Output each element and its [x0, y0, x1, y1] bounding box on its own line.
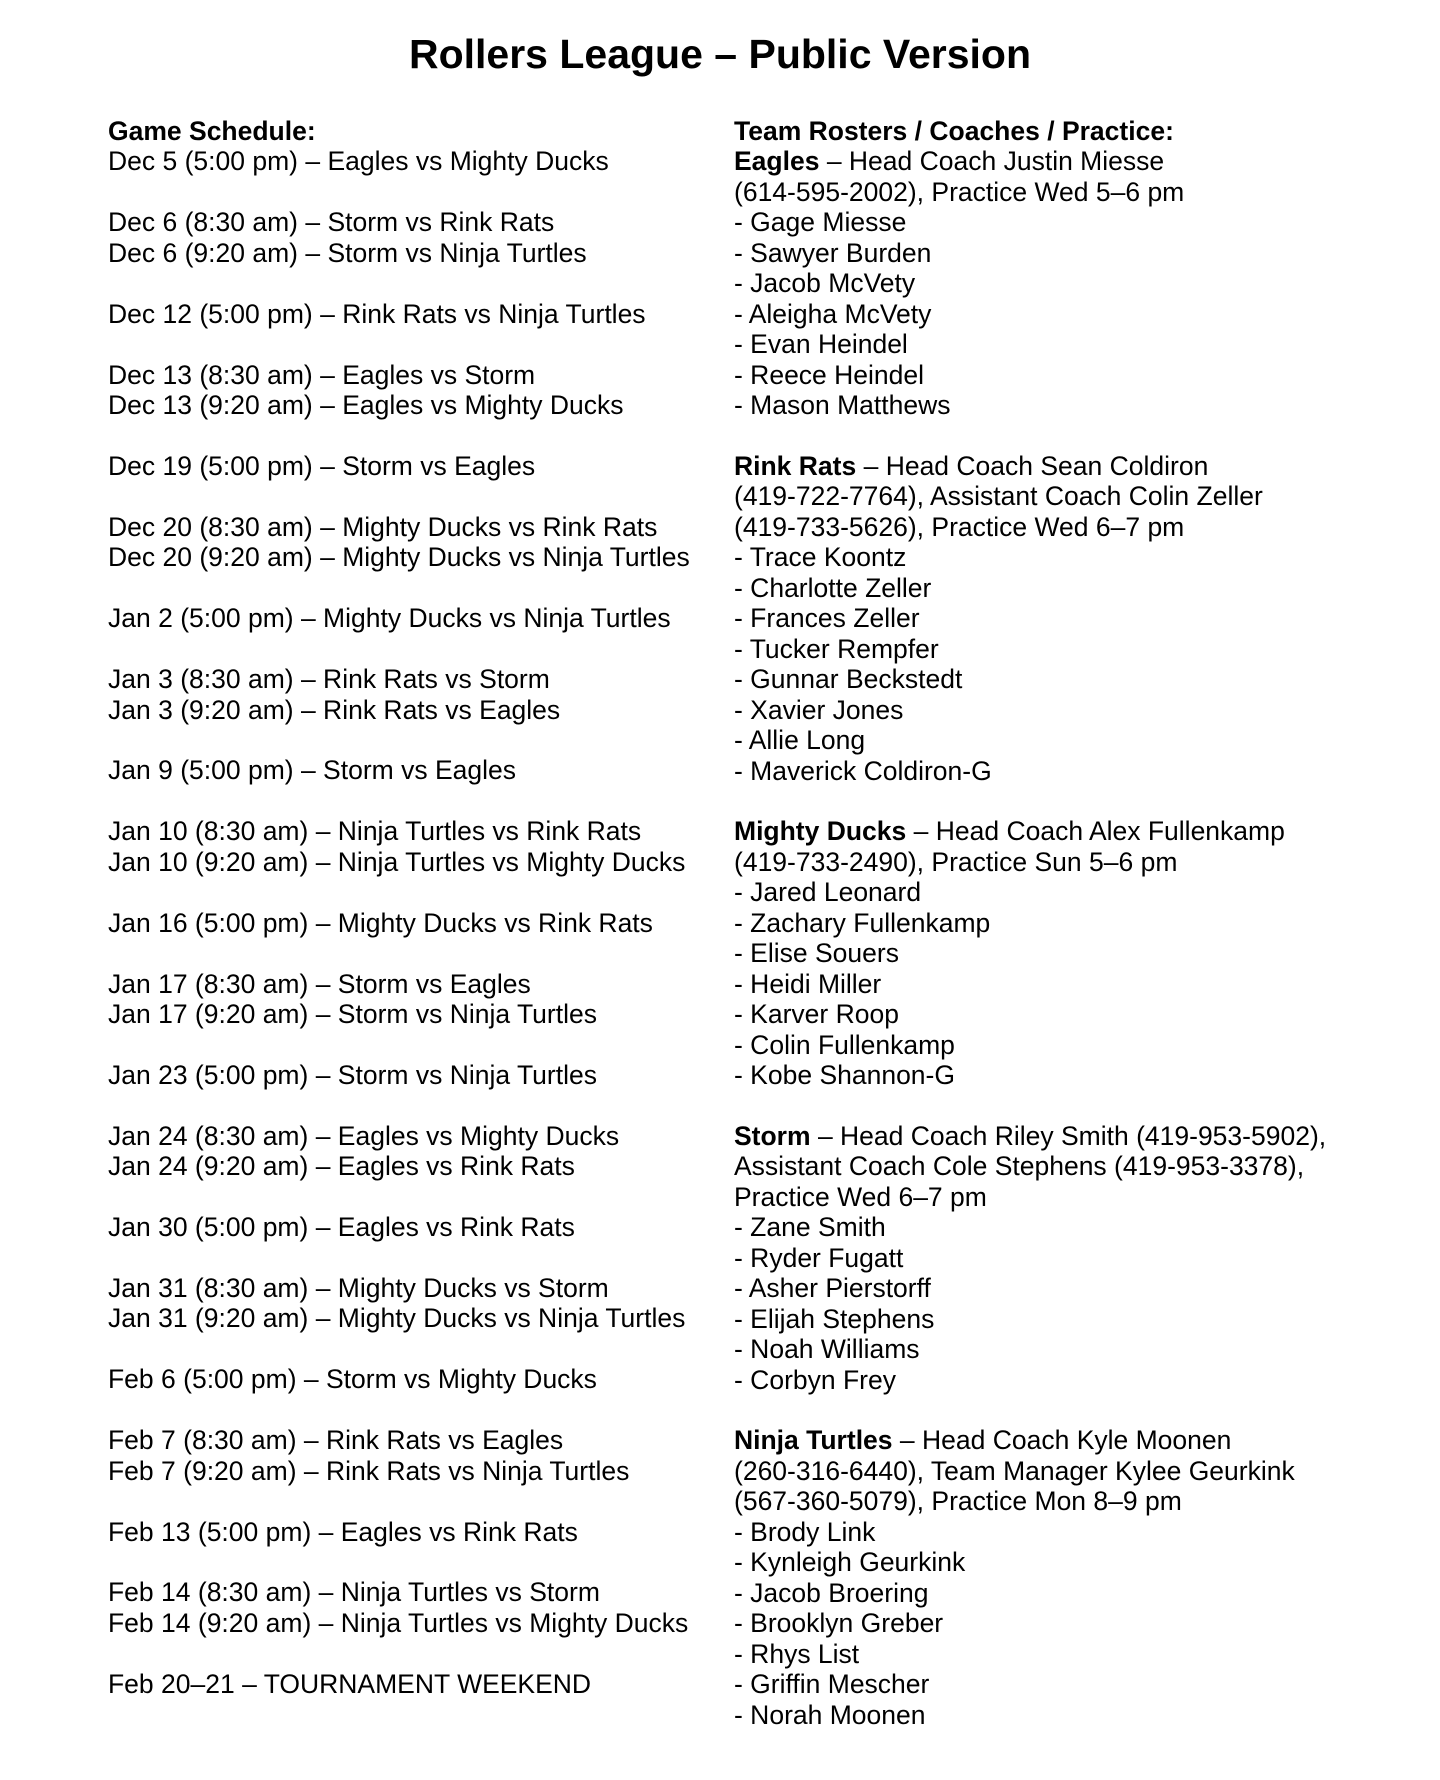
schedule-heading: Game Schedule: [108, 116, 316, 146]
game-line: Dec 12 (5:00 pm) – Rink Rats vs Ninja Turtles [108, 298, 646, 329]
player-line: - Tucker Rempfer [734, 633, 939, 664]
player-line: - Karver Roop [734, 999, 899, 1030]
schedule-group [108, 1212, 690, 1242]
schedule-group [108, 969, 690, 1030]
game-line: Feb 14 (8:30 am) – Ninja Turtles vs Storm [108, 1577, 600, 1608]
team-section-list [734, 146, 1326, 1730]
game-line: Jan 16 (5:00 pm) – Mighty Ducks vs Rink Rats [108, 907, 653, 938]
team-info-line: Practice Wed 6–7 pm [734, 1181, 987, 1212]
game-line: Jan 24 (9:20 am) – Eagles vs Rink Rats [108, 1151, 575, 1182]
team-header-line [734, 451, 1326, 481]
game-line: Dec 6 (9:20 am) – Storm vs Ninja Turtles [108, 237, 587, 268]
game-line: Jan 24 (8:30 am) – Eagles vs Mighty Ducks [108, 1120, 620, 1151]
player-line: - Brooklyn Greber [734, 1608, 944, 1639]
team-header-line [734, 146, 1326, 176]
game-line: Jan 3 (8:30 am) – Rink Rats vs Storm [108, 664, 550, 695]
team-name: Eagles [734, 146, 820, 177]
schedule-group [108, 360, 690, 421]
game-line: Jan 23 (5:00 pm) – Storm vs Ninja Turtles [108, 1059, 597, 1090]
game-line: Feb 13 (5:00 pm) – Eagles vs Rink Rats [108, 1516, 578, 1547]
team-coach-info: – Head Coach Alex Fullenkamp [906, 816, 1285, 847]
team-coach-info: – Head Coach Kyle Moonen [892, 1425, 1232, 1456]
player-line: - Ryder Fugatt [734, 1242, 904, 1273]
player-line: - Evan Heindel [734, 329, 908, 360]
team-section [734, 1121, 1326, 1395]
schedule-group [108, 816, 690, 877]
schedule-group [108, 908, 690, 938]
game-line: Jan 17 (8:30 am) – Storm vs Eagles [108, 968, 531, 999]
player-line: - Jared Leonard [734, 877, 922, 908]
game-line: Feb 7 (9:20 am) – Rink Rats vs Ninja Turtles [108, 1455, 630, 1486]
game-line: Jan 31 (8:30 am) – Mighty Ducks vs Storm [108, 1272, 609, 1303]
schedule-group [108, 755, 690, 785]
player-line: - Maverick Coldiron-G [734, 755, 992, 786]
player-line: - Elijah Stephens [734, 1303, 935, 1334]
team-coach-info: – Head Coach Justin Miesse [819, 146, 1165, 177]
schedule-group [108, 1669, 690, 1699]
schedule-group-list [108, 146, 690, 1699]
team-info-line: Assistant Coach Cole Stephens (419-953-3378), [734, 1151, 1305, 1182]
player-line: - Charlotte Zeller [734, 572, 932, 603]
player-line: - Xavier Jones [734, 694, 904, 725]
team-info-line: (614-595-2002), Practice Wed 5–6 pm [734, 176, 1185, 207]
game-line: Jan 30 (5:00 pm) – Eagles vs Rink Rats [108, 1212, 575, 1243]
player-line: - Noah Williams [734, 1334, 920, 1365]
schedule-column [108, 116, 690, 1699]
team-name: Storm [734, 1120, 811, 1151]
schedule-group [108, 207, 690, 268]
game-line: Jan 2 (5:00 pm) – Mighty Ducks vs Ninja Turtles [108, 603, 671, 634]
game-line: Feb 14 (9:20 am) – Ninja Turtles vs Mighty Ducks [108, 1607, 689, 1638]
team-header-line [734, 1425, 1326, 1455]
schedule-group [108, 1121, 690, 1182]
schedule-group [108, 299, 690, 329]
player-line: - Corbyn Frey [734, 1364, 896, 1395]
player-line: - Griffin Mescher [734, 1669, 930, 1700]
game-line: Jan 10 (9:20 am) – Ninja Turtles vs Mighty Ducks [108, 846, 686, 877]
player-line: - Brody Link [734, 1516, 876, 1547]
team-coach-info: – Head Coach Riley Smith (419-953-5902), [810, 1120, 1327, 1151]
player-line: - Frances Zeller [734, 603, 920, 634]
game-line: Feb 7 (8:30 am) – Rink Rats vs Eagles [108, 1425, 564, 1456]
team-name: Ninja Turtles [734, 1425, 893, 1456]
game-line: Feb 20–21 – TOURNAMENT WEEKEND [108, 1668, 592, 1699]
player-line: - Norah Moonen [734, 1699, 926, 1730]
rosters-heading: Team Rosters / Coaches / Practice: [734, 116, 1174, 146]
player-line: - Allie Long [734, 725, 866, 756]
player-line: - Reece Heindel [734, 359, 925, 390]
team-info-line: (419-733-2490), Practice Sun 5–6 pm [734, 846, 1178, 877]
game-line: Jan 31 (9:20 am) – Mighty Ducks vs Ninja Turtles [108, 1303, 686, 1334]
player-line: - Mason Matthews [734, 390, 951, 421]
team-name: Mighty Ducks [734, 816, 907, 847]
game-line: Jan 9 (5:00 pm) – Storm vs Eagles [108, 755, 516, 786]
schedule-group [108, 1060, 690, 1090]
team-coach-info: – Head Coach Sean Coldiron [856, 450, 1209, 481]
player-line: - Rhys List [734, 1638, 860, 1669]
game-line: Dec 6 (8:30 am) – Storm vs Rink Rats [108, 207, 555, 238]
team-section [734, 816, 1326, 1090]
schedule-group [108, 1273, 690, 1334]
game-line: Jan 17 (9:20 am) – Storm vs Ninja Turtles [108, 998, 597, 1029]
player-line: - Elise Souers [734, 938, 899, 969]
game-line: Dec 5 (5:00 pm) – Eagles vs Mighty Ducks [108, 146, 609, 177]
schedule-group [108, 1364, 690, 1394]
team-info-line: (419-722-7764), Assistant Coach Colin Zeller [734, 481, 1263, 512]
game-line: Dec 20 (9:20 am) – Mighty Ducks vs Ninja Turtles [108, 542, 690, 573]
player-line: - Zachary Fullenkamp [734, 907, 991, 938]
rosters-column [734, 116, 1326, 1730]
team-info-line: (567-360-5079), Practice Mon 8–9 pm [734, 1486, 1182, 1517]
team-name: Rink Rats [734, 450, 857, 481]
document-title: Rollers League – Public Version [408, 31, 1032, 77]
schedule-group [108, 603, 690, 633]
player-line: - Aleigha McVety [734, 298, 932, 329]
team-info-line: (419-733-5626), Practice Wed 6–7 pm [734, 511, 1185, 542]
player-line: - Heidi Miller [734, 968, 882, 999]
team-section [734, 146, 1326, 420]
game-line: Dec 20 (8:30 am) – Mighty Ducks vs Rink Rats [108, 511, 658, 542]
player-line: - Zane Smith [734, 1212, 886, 1243]
schedule-group [108, 664, 690, 725]
game-line: Feb 6 (5:00 pm) – Storm vs Mighty Ducks [108, 1364, 597, 1395]
team-header-line [734, 1121, 1326, 1151]
game-line: Dec 13 (9:20 am) – Eagles vs Mighty Ducks [108, 390, 624, 421]
player-line: - Gunnar Beckstedt [734, 664, 963, 695]
team-section [734, 451, 1326, 786]
schedule-group [108, 512, 690, 573]
schedule-group [108, 1517, 690, 1547]
player-line: - Jacob Broering [734, 1577, 929, 1608]
player-line: - Kynleigh Geurkink [734, 1547, 966, 1578]
schedule-group [108, 146, 690, 176]
schedule-group [108, 1425, 690, 1486]
schedule-group [108, 451, 690, 481]
player-line: - Sawyer Burden [734, 237, 932, 268]
team-section [734, 1425, 1326, 1730]
team-header-line [734, 816, 1326, 846]
game-line: Dec 19 (5:00 pm) – Storm vs Eagles [108, 450, 536, 481]
game-line: Dec 13 (8:30 am) – Eagles vs Storm [108, 359, 536, 390]
game-line: Jan 10 (8:30 am) – Ninja Turtles vs Rink Rats [108, 816, 642, 847]
schedule-group [108, 1577, 690, 1638]
player-line: - Asher Pierstorff [734, 1273, 931, 1304]
team-info-line: (260-316-6440), Team Manager Kylee Geurkink [734, 1455, 1295, 1486]
player-line: - Trace Koontz [734, 542, 907, 573]
player-line: - Jacob McVety [734, 268, 916, 299]
player-line: - Kobe Shannon-G [734, 1060, 955, 1091]
player-line: - Gage Miesse [734, 207, 907, 238]
game-line: Jan 3 (9:20 am) – Rink Rats vs Eagles [108, 694, 561, 725]
player-line: - Colin Fullenkamp [734, 1029, 955, 1060]
